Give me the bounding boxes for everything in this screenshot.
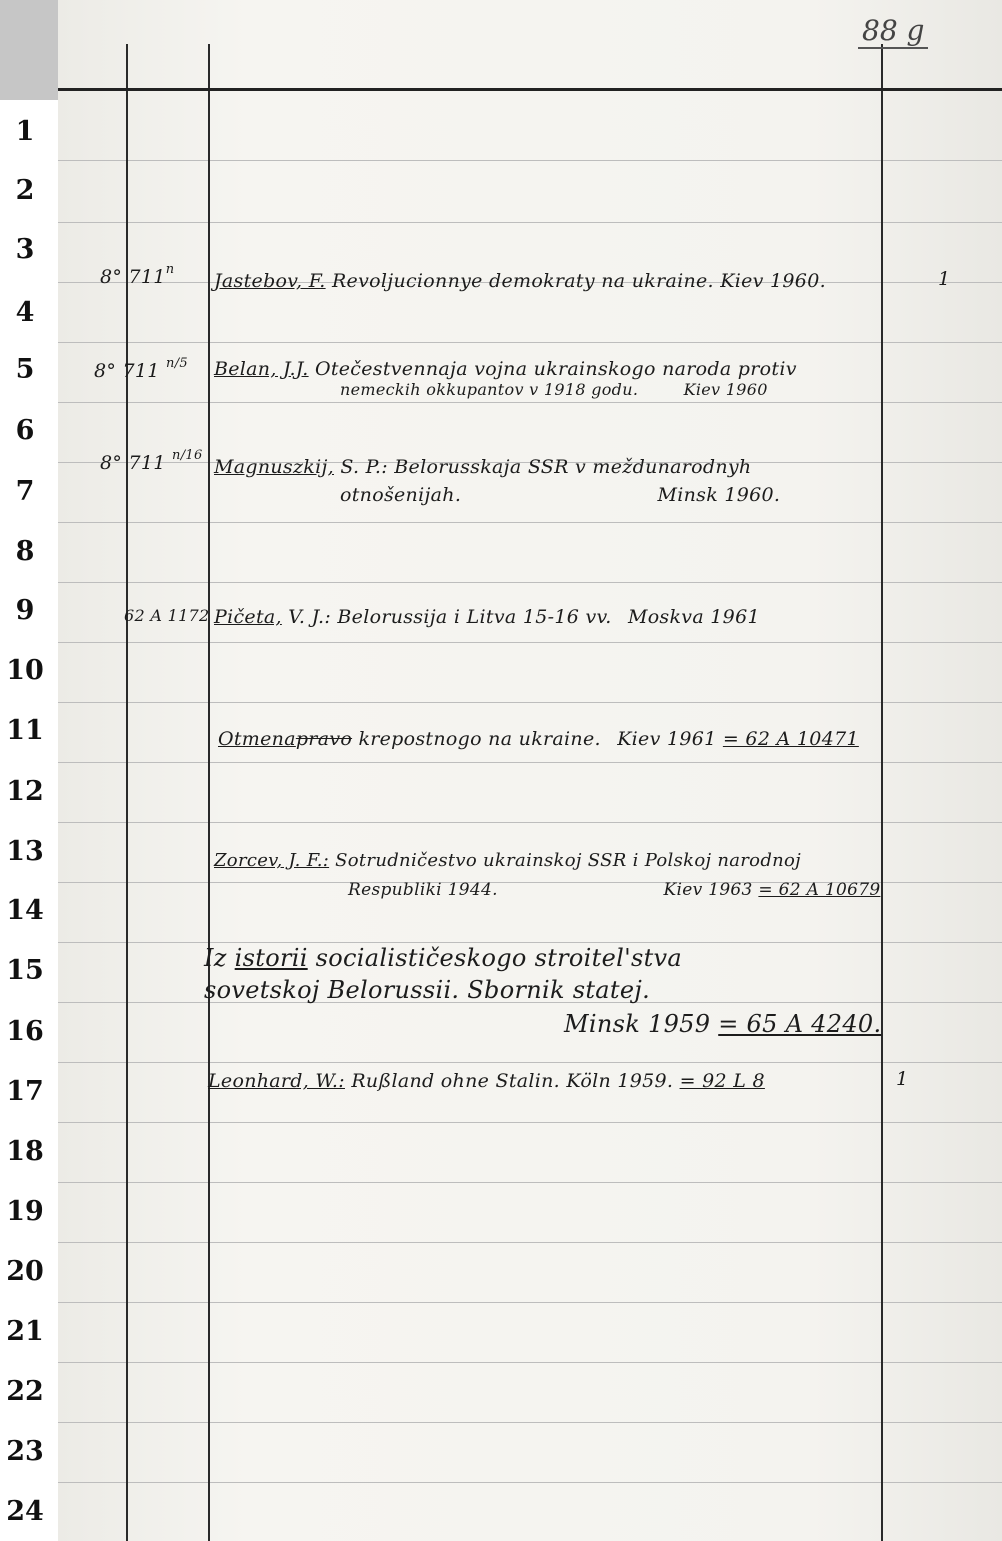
ruled-line [58, 1242, 1002, 1243]
ruled-line [58, 1362, 1002, 1363]
entry-4-text: Pičeta, V. J.: Belorussija i Litva 15-16 vv. Moskva 1961 [214, 606, 760, 628]
line-number: 22 [6, 1376, 44, 1407]
ruled-line [58, 762, 1002, 763]
entry-1-count: 1 [938, 268, 951, 290]
entry-6-text: Zorcev, J. F.: Sotrudničestvo ukrainskoj SSR i Polskoj narodnoj [214, 850, 802, 871]
line-number: 5 [15, 354, 35, 385]
ruled-line [58, 1482, 1002, 1483]
column-rule-3 [881, 44, 883, 1541]
entry-8-text: Leonhard, W.: Rußland ohne Stalin. Köln 1959. = 92 L 8 [208, 1070, 765, 1092]
entry-6-text-cont: Respubliki 1944. Kiev 1963 = 62 A 10679 [348, 880, 881, 900]
ruled-line [58, 1422, 1002, 1423]
line-number: 16 [6, 1016, 44, 1047]
line-number: 17 [6, 1076, 44, 1107]
line-number: 9 [15, 595, 35, 626]
ruled-line [58, 582, 1002, 583]
ruled-line [58, 160, 1002, 161]
line-number-gutter [0, 0, 59, 1541]
line-number: 7 [15, 476, 35, 507]
entry-3-text: Magnuszkij, S. P.: Belorusskaja SSR v meždunarodnyh [214, 456, 752, 478]
line-number: 13 [6, 836, 44, 867]
line-number: 24 [6, 1496, 44, 1527]
entry-4-call-number: 62 A 1172 [124, 606, 210, 625]
column-rule-2 [208, 44, 210, 1541]
entry-2-text-cont: nemeckih okkupantov v 1918 godu. Kiev 1960 [340, 380, 768, 399]
gutter-header [0, 0, 58, 100]
ruled-line [58, 402, 1002, 403]
page-number: 88 g [858, 14, 928, 49]
line-number: 3 [15, 234, 35, 265]
ruled-line [58, 942, 1002, 943]
line-number: 8 [15, 536, 35, 567]
ruled-line [58, 522, 1002, 523]
ruled-line [58, 822, 1002, 823]
ruled-line [58, 1302, 1002, 1303]
entry-1-call-number: 8° 711$^n$ [100, 262, 175, 288]
entry-8-count: 1 [896, 1068, 909, 1090]
line-number: 23 [6, 1436, 44, 1467]
ruled-line [58, 1182, 1002, 1183]
entry-5-text: Otmenapravo krepostnogo na ukraine. Kiev 1961 = 62 A 10471 [218, 728, 859, 750]
line-number: 15 [6, 955, 44, 986]
line-number: 4 [15, 297, 35, 328]
entry-2-text: Belan, J.J. Otečestvennaja vojna ukrainskogo naroda protiv [214, 358, 797, 380]
entry-7-line-1: Iz istorii socialističeskogo stroitel'stva [204, 944, 683, 972]
entry-7-line-2: sovetskoj Belorussii. Sbornik statej. [204, 976, 651, 1004]
entry-1-text: Jastebov, F. Revoljucionnye demokraty na ukraine. Kiev 1960. [214, 270, 826, 292]
ruled-line [58, 702, 1002, 703]
line-number: 18 [6, 1136, 44, 1167]
entry-7-place: Minsk 1959 = 65 A 4240. [564, 1010, 882, 1038]
line-number: 1 [15, 116, 35, 147]
line-number: 14 [6, 895, 44, 926]
ruled-line [58, 642, 1002, 643]
ledger-sheet [58, 0, 1002, 1541]
entry-3-text-cont: otnošenijah. Minsk 1960. [340, 484, 781, 506]
entry-3-call-number: 8° 711 $^{n/16}$ [100, 448, 203, 474]
line-number: 10 [6, 655, 44, 686]
line-number: 21 [6, 1316, 44, 1347]
ruled-line [58, 342, 1002, 343]
line-number: 2 [15, 175, 35, 206]
line-number: 12 [6, 776, 44, 807]
line-number: 19 [6, 1196, 44, 1227]
ruled-line [58, 1062, 1002, 1063]
line-number: 11 [6, 715, 44, 746]
ruled-line [58, 1122, 1002, 1123]
entry-2-call-number: 8° 711 $^{n/5}$ [94, 356, 188, 382]
line-number: 6 [15, 415, 35, 446]
line-number: 20 [6, 1256, 44, 1287]
header-rule [58, 88, 1002, 91]
ruled-line [58, 222, 1002, 223]
